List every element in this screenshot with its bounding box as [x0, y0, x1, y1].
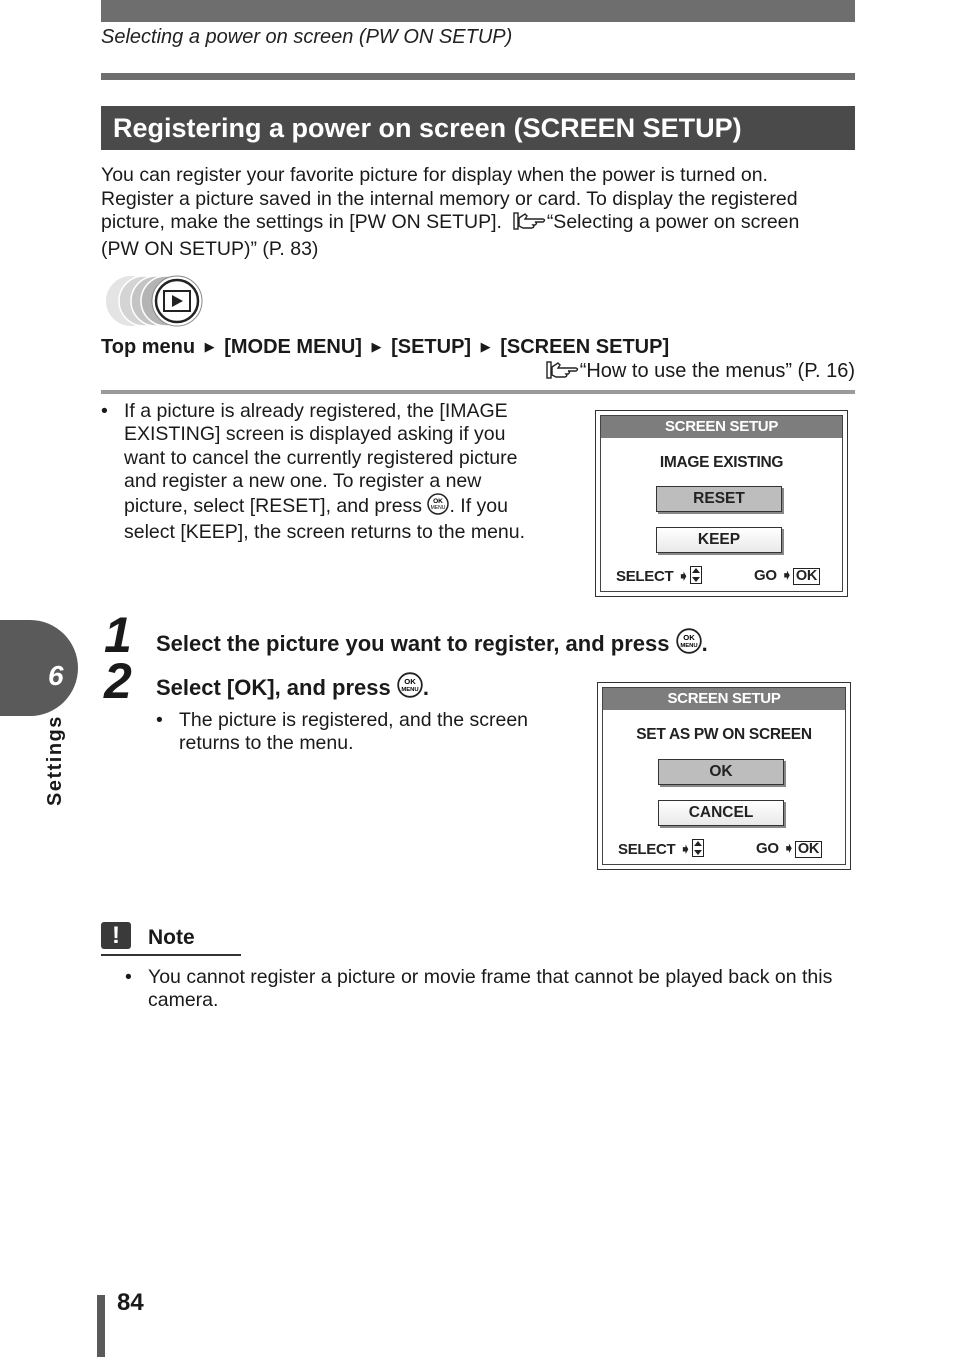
up-down-arrows-icon	[692, 839, 704, 861]
bullet-line: • The picture is registered, and the screen	[179, 709, 529, 731]
header-bar	[101, 0, 855, 22]
running-head: Selecting a power on screen (PW ON SETUP)	[101, 26, 513, 48]
intro-line: You can register your favorite picture for display when the power is turned on.	[101, 164, 768, 186]
up-down-arrows-icon	[690, 566, 702, 588]
intro-line	[101, 211, 861, 238]
menu-path-item: [MODE MENU]	[224, 336, 362, 358]
screen-message: IMAGE EXISTING	[659, 454, 784, 471]
screen-title: SCREEN SETUP	[601, 416, 842, 438]
bullet-text: . If you	[449, 495, 508, 518]
note-icon-glyph: !	[112, 922, 120, 949]
go-hint	[754, 566, 820, 585]
camera-screen-set-as-pw-on	[597, 682, 851, 870]
bullet-text: picture, select [RESET], and press	[124, 495, 423, 518]
arrow-right-icon: ➧	[677, 568, 690, 585]
chapter-number: 6	[48, 660, 64, 691]
bullet-line: • If a picture is already registered, the [IMAGE	[124, 400, 508, 422]
note-underline	[101, 954, 241, 956]
chapter-label: Settings	[44, 715, 66, 806]
cancel-option[interactable]: CANCEL	[658, 800, 784, 826]
menu-path-item: [SCREEN SETUP]	[500, 336, 670, 358]
menu-reference	[546, 360, 855, 386]
go-hint	[756, 839, 822, 858]
warning-icon	[101, 922, 131, 949]
note-line: • You cannot register a picture or movie frame that cannot be played back on this	[148, 966, 833, 988]
ok-option[interactable]: OK	[658, 759, 784, 785]
bullet-line: select [KEEP], the screen returns to the menu.	[124, 521, 526, 544]
note-heading: Note	[148, 926, 195, 949]
arrow-right-icon: ▶	[204, 339, 215, 354]
bullet-line: and register a new one. To register a new	[124, 469, 482, 492]
list-item	[101, 400, 561, 545]
reset-option[interactable]: RESET	[656, 486, 782, 512]
ok-icon-label: OK	[433, 498, 444, 506]
menu-icon-label: MENU	[401, 686, 419, 693]
intro-paragraph	[101, 164, 861, 261]
reference-hand-icon	[513, 211, 547, 238]
select-hint	[616, 566, 702, 588]
list-item	[125, 966, 865, 1013]
menu-icon-label: MENU	[431, 505, 446, 512]
screen-title: SCREEN SETUP	[603, 688, 845, 710]
select-label: SELECT	[616, 568, 674, 585]
step-suffix: .	[701, 631, 708, 656]
select-label: SELECT	[618, 841, 676, 858]
menu-path-item: [SETUP]	[391, 336, 472, 358]
step-suffix: .	[422, 675, 429, 700]
camera-screen-inner	[602, 687, 846, 865]
camera-screen-inner	[600, 415, 843, 592]
ok-icon-label: OK	[682, 632, 695, 642]
bullet-line: returns to the menu.	[179, 732, 354, 755]
note-line: camera.	[148, 989, 219, 1012]
step-number: 2	[104, 653, 130, 709]
intro-link-text: “Selecting a power on screen	[546, 211, 800, 233]
go-label: GO	[754, 567, 777, 584]
menu-path-item: Top menu	[101, 336, 196, 358]
intro-line: (PW ON SETUP)” (P. 83)	[101, 237, 319, 260]
step-instruction	[156, 628, 708, 660]
section-title: Registering a power on screen (SCREEN SETUP)	[101, 106, 855, 150]
step-instruction	[156, 672, 429, 704]
bullet-line: EXISTING] screen is displayed asking if you	[124, 423, 506, 446]
header-rule	[101, 73, 855, 80]
ok-menu-button-icon	[397, 672, 423, 704]
page-number: 84	[117, 1289, 144, 1316]
go-label: GO	[756, 840, 779, 857]
bullet-list	[101, 400, 561, 545]
menu-icon-label: MENU	[679, 642, 698, 649]
arrow-right-icon: ➧	[780, 567, 793, 584]
ok-key-label: OK	[793, 568, 820, 585]
keep-option[interactable]: KEEP	[656, 527, 782, 553]
arrow-right-icon: ➧	[679, 841, 692, 858]
intro-line: Register a picture saved in the internal memory or card. To display the registered	[101, 187, 798, 210]
menu-reference-text: “How to use the menus” (P. 16)	[579, 360, 855, 382]
arrow-right-icon: ➧	[782, 840, 795, 857]
screen-message: SET AS PW ON SCREEN	[636, 726, 812, 743]
menu-path	[101, 336, 669, 359]
camera-screen-image-existing	[595, 410, 848, 597]
playback-mode-badge	[104, 274, 214, 328]
step-number: 1	[104, 607, 130, 663]
note-list	[125, 966, 865, 1013]
arrow-right-icon: ▶	[371, 339, 382, 354]
select-hint	[618, 839, 704, 861]
ok-menu-button-icon	[676, 628, 702, 660]
step-text: Select the picture you want to register, and press	[156, 631, 670, 656]
page-number-bar	[97, 1295, 105, 1357]
chapter-tab	[0, 620, 78, 716]
list-item	[156, 709, 556, 756]
ok-icon-label: OK	[404, 676, 416, 686]
bullet-list	[156, 709, 556, 756]
reference-hand-icon	[546, 360, 580, 386]
intro-text: picture, make the settings in [PW ON SETUP].	[101, 211, 502, 233]
bullet-line: want to cancel the currently registered picture	[124, 446, 518, 469]
divider	[101, 390, 855, 394]
ok-menu-button-icon	[427, 493, 449, 521]
step-text: Select [OK], and press	[156, 675, 391, 700]
bullet-line	[124, 493, 561, 521]
ok-key-label: OK	[795, 841, 822, 858]
arrow-right-icon: ▶	[480, 339, 491, 354]
